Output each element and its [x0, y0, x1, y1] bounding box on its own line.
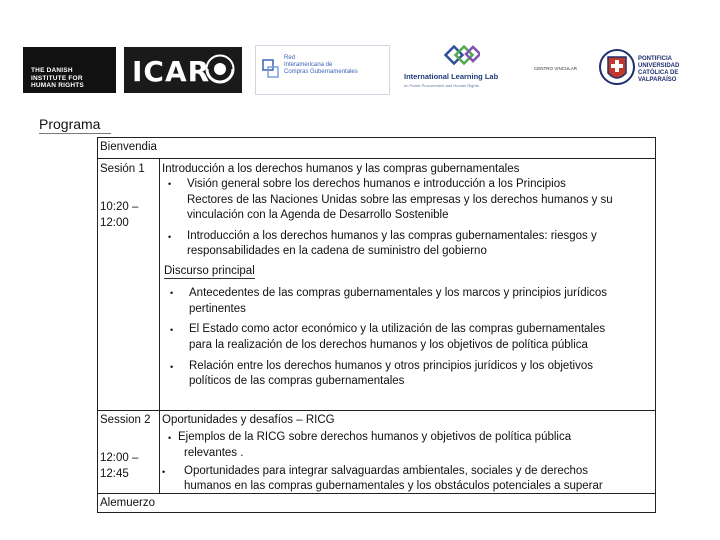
- list-item: relevantes .: [184, 447, 244, 459]
- agenda-table: [97, 137, 656, 513]
- list-item: vinculación con la Agenda de Desarrollo Sostenible: [187, 209, 449, 221]
- icar-circle-icon: [204, 53, 236, 85]
- session-1-label: Sesión 1: [100, 163, 145, 175]
- list-item: Visión general sobre los derechos humanos e introducción a los Principios: [187, 178, 566, 190]
- bullet: •: [168, 232, 172, 242]
- list-item: para la realización de los derechos humanos y los objetivos de política pública: [189, 339, 588, 351]
- list-item: Introducción a los derechos humanos y las compras gubernamentales: riesgos y: [187, 230, 597, 242]
- session-2-time-start: 12:00 –: [100, 452, 139, 464]
- icar-logo: ICAR: [124, 47, 242, 93]
- bullet: •: [170, 325, 174, 335]
- bullet: •: [170, 362, 174, 372]
- list-item: políticos de las compras gubernamentales: [189, 375, 405, 387]
- list-item: Oportunidades para integrar salvaguardas ambientales, sociales y de derechos: [184, 465, 589, 477]
- international-learning-lab-logo: International Learning Lab on Public Procurement and Human Rights: [400, 45, 525, 95]
- bullet: •: [162, 467, 166, 477]
- lunch-row: Alemuerzo: [100, 497, 155, 509]
- ricg-logo: Red Interamericana de Compras Gubernamentales: [255, 45, 390, 95]
- list-item: responsabilidades en la cadena de suministro del gobierno: [187, 245, 487, 257]
- bullet: •: [170, 288, 174, 298]
- list-item: Ejemplos de la RICG sobre derechos humanos y objetivos de política pública: [178, 431, 572, 443]
- danish-institute-logo: THE DANISH INSTITUTE FOR HUMAN RIGHTS: [23, 47, 116, 93]
- bullet: •: [168, 433, 172, 443]
- session-1-title: Introducción a los derechos humanos y las compras gubernamentales: [162, 163, 520, 175]
- keynote-heading: Discurso principal: [164, 265, 255, 277]
- bullet: •: [168, 179, 172, 189]
- row-divider: [98, 410, 655, 411]
- list-item: Rectores de las Naciones Unidas sobre las empresas y los derechos humanos y su: [187, 194, 613, 206]
- column-divider: [159, 158, 160, 493]
- list-item: El Estado como actor económico y la utilización de las compras gubernamentales: [189, 323, 606, 335]
- list-item: Relación entre los derechos humanos y otros principios jurídicos y los objetivos: [189, 360, 593, 372]
- page-title: Programa: [39, 116, 101, 132]
- ricg-mark-icon: [262, 58, 280, 80]
- session-1-time-start: 10:20 –: [100, 201, 139, 213]
- session-2-label: Session 2: [100, 414, 151, 426]
- list-item: pertinentes: [189, 303, 246, 315]
- row-divider: [98, 158, 655, 159]
- pucv-shield-icon: [598, 45, 636, 93]
- list-item: Antecedentes de las compras gubernamentales y los marcos y principios jurídicos: [189, 287, 608, 299]
- pucv-logo: PONTIFICIA UNIVERSIDAD CATÓLICA DE VALPARAÍSO: [598, 43, 708, 98]
- welcome-row: Bienvendia: [100, 141, 157, 153]
- learning-lab-knot-icon: [444, 45, 480, 71]
- list-item: humanos en las compras gubernamentales y los obstáculos potenciales a superar: [184, 480, 603, 492]
- centro-vincular-logo: CENTRO VINCULAR: [534, 66, 578, 71]
- logo-strip: [0, 40, 720, 100]
- session-2-time-end: 12:45: [100, 468, 129, 480]
- session-2-title: Oportunidades y desafíos – RICG: [162, 414, 335, 426]
- session-1-time-end: 12:00: [100, 217, 129, 229]
- title-divider: [39, 133, 111, 134]
